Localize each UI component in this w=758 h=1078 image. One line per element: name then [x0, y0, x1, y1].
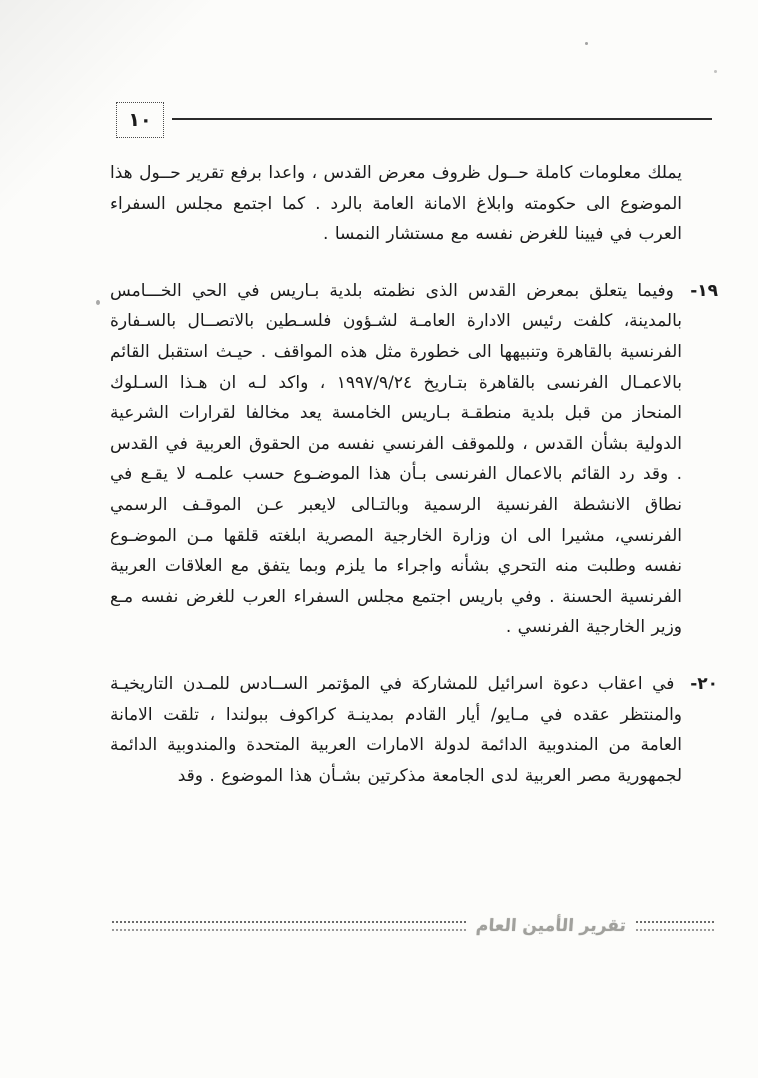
page-number: ١٠: [116, 102, 164, 138]
scan-speck: [96, 300, 100, 305]
scan-speck: [714, 70, 717, 73]
page-footer: [112, 916, 714, 936]
footer-dotted-rule-left: [112, 921, 466, 931]
paragraph-20-text: في اعقاب دعوة اسرائيل للمشاركة في المؤتمر الســادس للمـدن التاريخيـة والمنتظر عقده في مـايو/ أيار القادم بمدينـة كراكوف ببولندا ، تلقت الامانة العامة من المندوبية الدائمة لدولة الامارات العربية المتحدة والمندوبية الدائمة لجمهورية مصر العربية لدى الجامعة مذكرتين بشـأن هذا الموضوع . وقد: [110, 673, 682, 786]
paragraph-20: [110, 669, 719, 791]
paragraph-20-number: ٢٠-: [690, 673, 719, 694]
paragraph-19-text: وفيما يتعلق بمعرض القدس الذى نظمته بلدية بـاريس في الحي الخـــامس بالمدينة، كلفت رئيس الادارة العامـة لشـؤون فلسـطين بالاتصــال بالسـفارة الفرنسية بالقاهرة وتنبيهها الى خطورة مثل هذه المواقف . حيـث استقبل القائم بالاعمـال الفرنسى بالقاهرة بتـاريخ ١٩٩٧/٩/٢٤ ، واكد لـه ان هـذا السـلوك المنحاز من قبل بلدية منطقـة بـاريس الخامسة يعد مخالفا لقرارات الشرعية الدولية بشأن القدس ، وللموقف الفرنسي نفسه من الحقوق العربية في القدس . وقد رد القائم بالاعمال الفرنسى بـأن هذا الموضـوع حسب علمـه لا يقـع في نطاق الانشطة الفرنسية الرسمية وبالتـالى لايعبر عـن الموقـف الرسمي الفرنسي، مشيرا الى ان وزارة الخارجية المصرية ابلغته قلقها مـن الموضـوع نفسه وطلبت منه التحري بشأنه واجراء ما يلزم وبما يتفق مع العلاقات العربية الفرنسية الحسنة . وفي باريس اجتمع مجلس السفراء العرب للغرض نفسه مـع وزير الخارجية الفرنسي .: [110, 280, 683, 638]
header-rule: [172, 118, 712, 120]
paragraph-continuation: يملك معلومات كاملة حــول ظروف معرض القدس ، واعدا برفع تقرير حــول هذا الموضوع الى حكومته وابلاغ الامانة العامة بالرد . كما اجتمع مجلس السفراء العرب في فيينا للغرض نفسه مع مستشار النمسا .: [110, 163, 682, 245]
page-header: [0, 100, 758, 140]
paragraph-19-number: ١٩-: [690, 280, 719, 301]
document-body: [110, 158, 719, 817]
scan-speck: [585, 42, 588, 45]
footer-dotted-rule-right: [636, 921, 714, 931]
paragraph-19: [110, 276, 719, 643]
footer-stamp-text: تقرير الأمين العام: [475, 916, 627, 936]
